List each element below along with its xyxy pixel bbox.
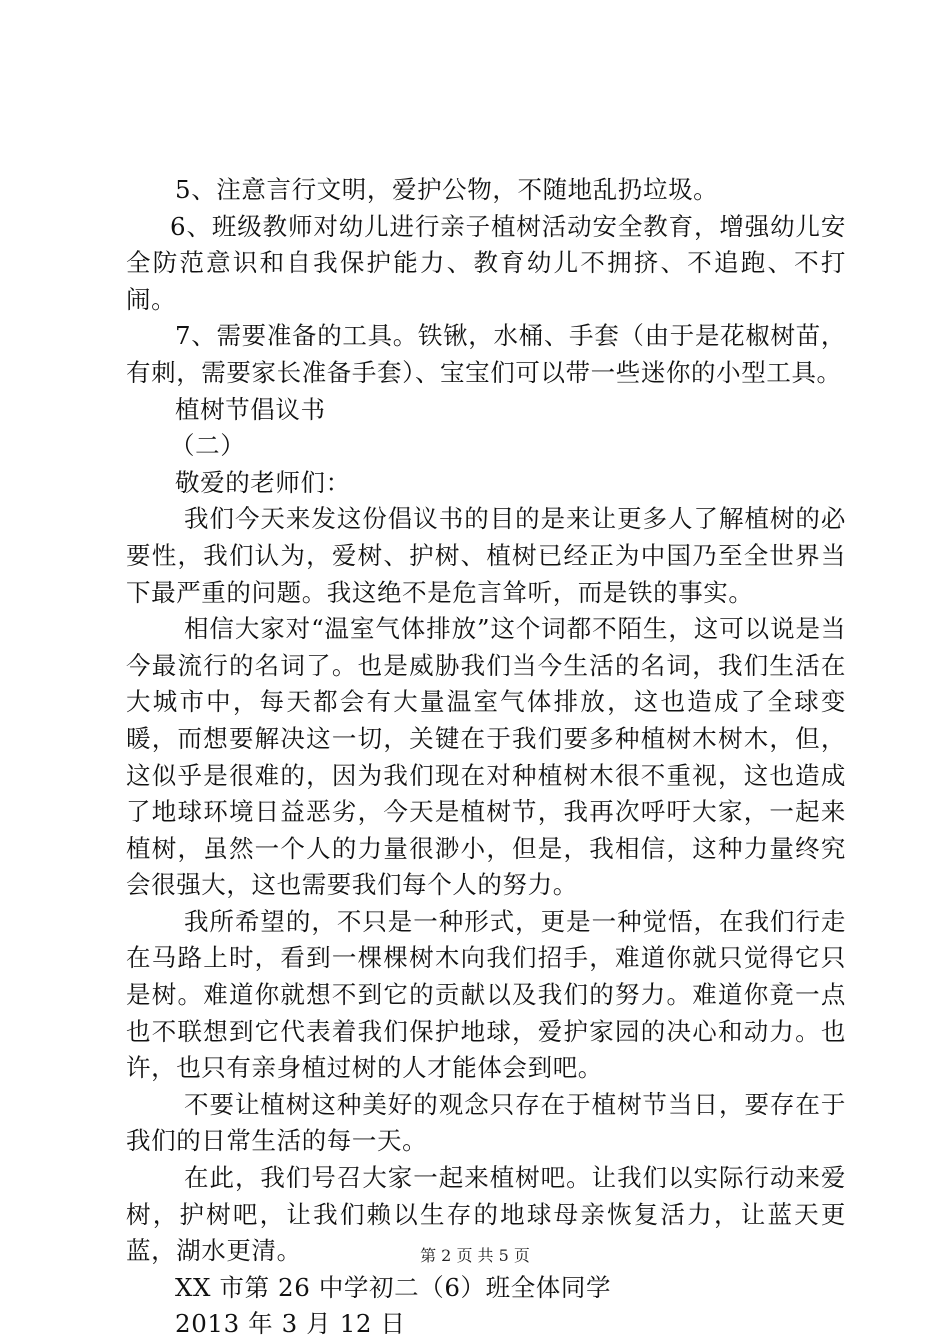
salutation: 敬爱的老师们： bbox=[175, 467, 351, 497]
paragraph-hope: 我所希望的，不只是一种形式，更是一种觉悟，在我们行走在马路上时，看到一棵棵树木向我们招手，难道你就只觉得它只是树。难道你就想不到它的贡献以及我们的努力。难道你竟一点也不联想到它代表着我们保护地球，爱护家园的决心和动力。也许，也只有亲身植过树的人才能体会到吧。 bbox=[126, 906, 846, 1083]
paragraph-item-6: 6、班级教师对幼儿进行亲子植树活动安全教育，增强幼儿安全防范意识和自我保护能力、教育幼儿不拥挤、不追跑、不打闹。 bbox=[126, 211, 846, 314]
paragraph-daily: 不要让植树这种美好的观念只存在于植树节当日，要存在于我们的日常生活的每一天。 bbox=[126, 1089, 846, 1156]
document-body bbox=[126, 172, 846, 1343]
date: 2013 年 3 月 12 日 bbox=[175, 1309, 406, 1339]
paragraph-call: 在此，我们号召大家一起来植树吧。让我们以实际行动来爱树，护树吧，让我们赖以生存的地球母亲恢复活力，让蓝天更蓝，湖水更清。 bbox=[126, 1163, 846, 1266]
proposal-title: 植树节倡议书 bbox=[175, 394, 326, 424]
proposal-subtitle: （二） bbox=[170, 431, 246, 461]
signature: XX 市第 26 中学初二（6）班全体同学 bbox=[175, 1272, 612, 1302]
paragraph-item-5: 5、注意言行文明，爱护公物，不随地乱扔垃圾。 bbox=[175, 175, 719, 204]
paragraph-item-7: 7、需要准备的工具。铁锹，水桶、手套（由于是花椒树苗，有刺，需要家长准备手套）、宝宝们可以带一些迷你的小型工具。 bbox=[126, 321, 846, 387]
paragraph-greenhouse: 相信大家对“温室气体排放”这个词都不陌生，这可以说是当今最流行的名词了。也是威胁我们当今生活的名词，我们生活在大城市中，每天都会有大量温室气体排放，这也造成了全球变暖，而想要解决这一切，关键在于我们要多种植树木树木，但，这似乎是很难的，因为我们现在对种植树木很不重视，这也造成了地球环境日益恶劣，今天是植树节，我再次呼吁大家，一起来植树，虽然一个人的力量很渺小，但是，我相信，这种力量终究会很强大，这也需要我们每个人的努力。 bbox=[126, 614, 846, 900]
paragraph-purpose: 我们今天来发这份倡议书的目的是来让更多人了解植树的必要性，我们认为，爱树、护树、植树已经正为中国乃至全世界当下最严重的问题。我这绝不是危言耸听，而是铁的事实。 bbox=[126, 504, 846, 607]
page-number-footer: 第 2 页 共 5 页 bbox=[420, 1246, 530, 1265]
